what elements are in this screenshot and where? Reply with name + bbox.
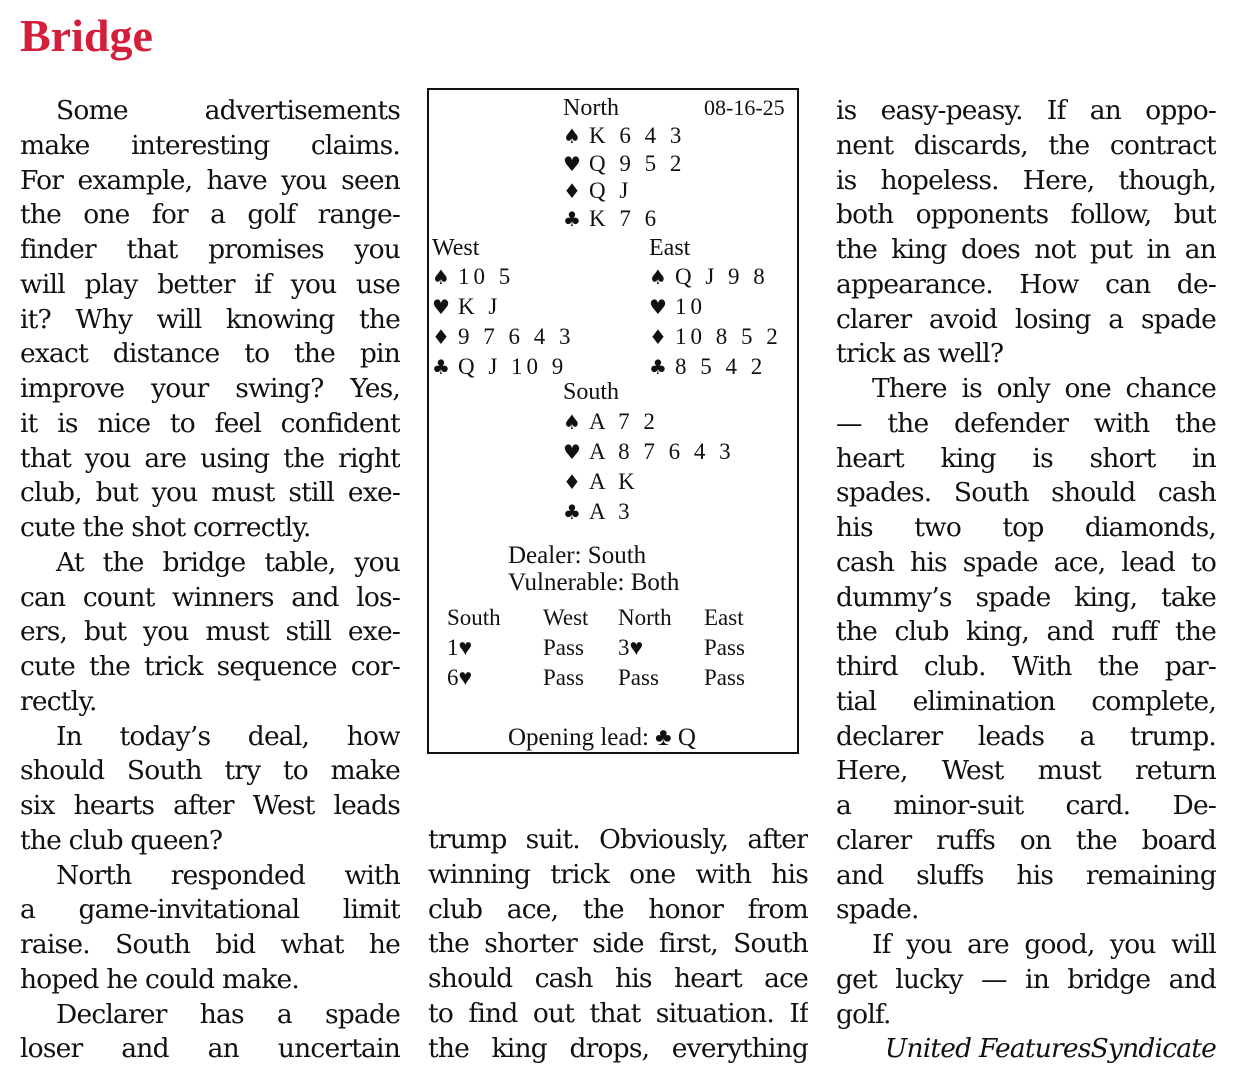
spade-icon: ♠: [432, 265, 450, 289]
west-spades: ♠ 10 5: [432, 264, 515, 289]
byline-credit: United FeaturesSyndicate: [884, 1033, 1216, 1065]
text-line: loser and an uncertain: [20, 1033, 400, 1065]
text-line: spade.: [836, 894, 919, 926]
north-diamonds: ♦ Q J: [563, 178, 633, 203]
text-line: clarer avoid losing a spade: [836, 303, 1216, 335]
text-line: the club queen?: [20, 824, 223, 856]
vulnerable-text: Vulnerable: Both: [508, 569, 680, 596]
article-column-1: [20, 94, 400, 1067]
auction-header-west: West: [543, 605, 589, 630]
auction-bid: 1♥: [447, 635, 473, 660]
text-line: — the defender with the: [836, 407, 1216, 439]
text-line: is easy-peasy. If an oppo-: [836, 95, 1216, 126]
text-line: finder that promises you: [20, 234, 400, 265]
text-line: third club. With the par-: [836, 651, 1216, 682]
auction-bid: Pass: [543, 635, 584, 660]
text-line: raise. South bid what he: [20, 929, 400, 960]
text-line: trick as well?: [836, 338, 1004, 370]
text-line: tial elimination complete,: [836, 685, 1216, 717]
south-diamonds: ♦ A K: [563, 469, 639, 494]
text-line: club ace, the honor from: [428, 893, 808, 925]
auction-bid: 6♥: [447, 665, 473, 690]
dealer-text: Dealer: South: [508, 542, 647, 569]
text-line: should cash his heart ace: [428, 963, 808, 994]
diamond-icon: ♦: [649, 325, 667, 349]
auction-bid: 3♥: [618, 635, 644, 660]
text-line: the king does not put in an: [836, 234, 1216, 265]
south-label: South: [563, 379, 620, 405]
text-line: six hearts after West leads: [20, 790, 400, 821]
text-line: trump suit. Obviously, after: [428, 824, 808, 855]
heart-icon: ♥: [563, 440, 581, 464]
text-line: cute the trick sequence cor-: [20, 651, 400, 682]
opening-lead: Opening lead: ♣ Q: [508, 724, 696, 751]
text-line: exact distance to the pin: [20, 338, 400, 370]
text-line: declarer leads a trump.: [836, 720, 1216, 752]
north-label: North: [563, 95, 619, 121]
article-column-2: [428, 823, 808, 1066]
auction-header-south: South: [447, 605, 501, 630]
text-line: rectly.: [20, 685, 97, 717]
auction-header-north: North: [618, 605, 672, 630]
text-line: hoped he could make.: [20, 963, 300, 995]
text-line: heart king is short in: [836, 442, 1216, 474]
text-line: the club king, and ruff the: [836, 616, 1216, 648]
page-title: Bridge: [20, 10, 153, 61]
club-icon: ♣: [563, 207, 581, 231]
text-line: his two top diamonds,: [836, 512, 1216, 543]
text-line: There is only one chance: [872, 373, 1216, 404]
diamond-icon: ♦: [563, 470, 581, 494]
text-line: If you are good, you will: [872, 929, 1216, 960]
text-line: get lucky — in bridge and: [836, 963, 1216, 995]
heart-icon: ♥: [563, 152, 581, 176]
club-icon: ♣: [563, 500, 581, 524]
east-label: East: [649, 235, 691, 261]
deal-diagram: [427, 88, 799, 754]
north-clubs: ♣ K 7 6: [563, 206, 661, 231]
text-line: spades. South should cash: [836, 477, 1216, 509]
spade-icon: ♠: [563, 124, 581, 148]
text-line: winning trick one with his: [428, 858, 808, 890]
text-line: to find out that situation. If: [428, 997, 808, 1029]
west-label: West: [432, 235, 480, 261]
auction-bid: Pass: [704, 665, 745, 690]
auction-bid: Pass: [704, 635, 745, 660]
text-line: is hopeless. Here, though,: [836, 164, 1216, 196]
spade-icon: ♠: [649, 265, 667, 289]
south-clubs: ♣ A 3: [563, 499, 634, 524]
text-line: Declarer has a spade: [56, 998, 400, 1030]
text-line: can count winners and los-: [20, 581, 400, 613]
text-line: Here, West must return: [836, 755, 1216, 787]
auction-header-east: East: [704, 605, 744, 630]
north-hearts: ♥ Q 9 5 2: [563, 151, 686, 176]
east-spades: ♠ Q J 9 8: [649, 264, 769, 289]
north-spades: ♠ K 6 4 3: [563, 123, 686, 148]
text-line: the shorter side first, South: [428, 928, 808, 960]
text-line: a minor-suit card. De-: [836, 790, 1216, 821]
club-icon: ♣: [649, 355, 667, 379]
text-line: and sluffs his remaining: [836, 859, 1216, 891]
text-line: should South try to make: [20, 755, 400, 787]
text-line: both opponents follow, but: [836, 199, 1216, 231]
spade-icon: ♠: [563, 410, 581, 434]
text-line: nent discards, the contract: [836, 129, 1216, 161]
text-line: dummy’s spade king, take: [836, 581, 1216, 613]
text-line: Some advertisements: [56, 95, 400, 126]
text-line: cute the shot correctly.: [20, 512, 311, 543]
south-spades: ♠ A 7 2: [563, 409, 659, 434]
east-hearts: ♥ 10: [649, 294, 706, 319]
text-line: it is nice to feel confident: [20, 407, 400, 439]
text-line: cash his spade ace, lead to: [836, 546, 1216, 578]
text-line: club, but you must still exe-: [20, 477, 400, 509]
deal-date: 08-16-25: [704, 95, 785, 120]
text-line: a game-invitational limit: [20, 894, 400, 926]
heart-icon: ♥: [649, 295, 667, 319]
text-line: make interesting claims.: [20, 129, 400, 161]
club-icon: ♣: [432, 355, 450, 379]
west-hearts: ♥ K J: [432, 294, 502, 319]
text-line: At the bridge table, you: [56, 546, 400, 578]
west-clubs: ♣ Q J 10 9: [432, 354, 568, 379]
east-clubs: ♣ 8 5 4 2: [649, 354, 767, 379]
text-line: will play better if you use: [20, 268, 400, 300]
west-diamonds: ♦ 9 7 6 4 3: [432, 324, 575, 349]
text-line: In today’s deal, how: [56, 720, 400, 752]
east-diamonds: ♦ 10 8 5 2: [649, 324, 782, 349]
heart-icon: ♥: [432, 295, 450, 319]
diamond-icon: ♦: [432, 325, 450, 349]
text-line: that you are using the right: [20, 442, 400, 474]
text-line: appearance. How can de-: [836, 268, 1216, 300]
auction-bid: Pass: [618, 665, 659, 690]
diamond-icon: ♦: [563, 179, 581, 203]
south-hearts: ♥ A 8 7 6 4 3: [563, 439, 735, 464]
auction-bid: Pass: [543, 665, 584, 690]
text-line: the one for a golf range-: [20, 199, 400, 231]
text-line: golf.: [836, 998, 891, 1030]
article-column-3: [836, 94, 1216, 1067]
text-line: North responded with: [56, 859, 400, 891]
text-line: For example, have you seen: [20, 164, 400, 196]
text-line: the king drops, everything: [428, 1032, 808, 1064]
text-line: clarer ruffs on the board: [836, 824, 1216, 856]
text-line: it? Why will knowing the: [20, 303, 400, 335]
text-line: ers, but you must still exe-: [20, 616, 400, 648]
text-line: improve your swing? Yes,: [20, 373, 400, 404]
